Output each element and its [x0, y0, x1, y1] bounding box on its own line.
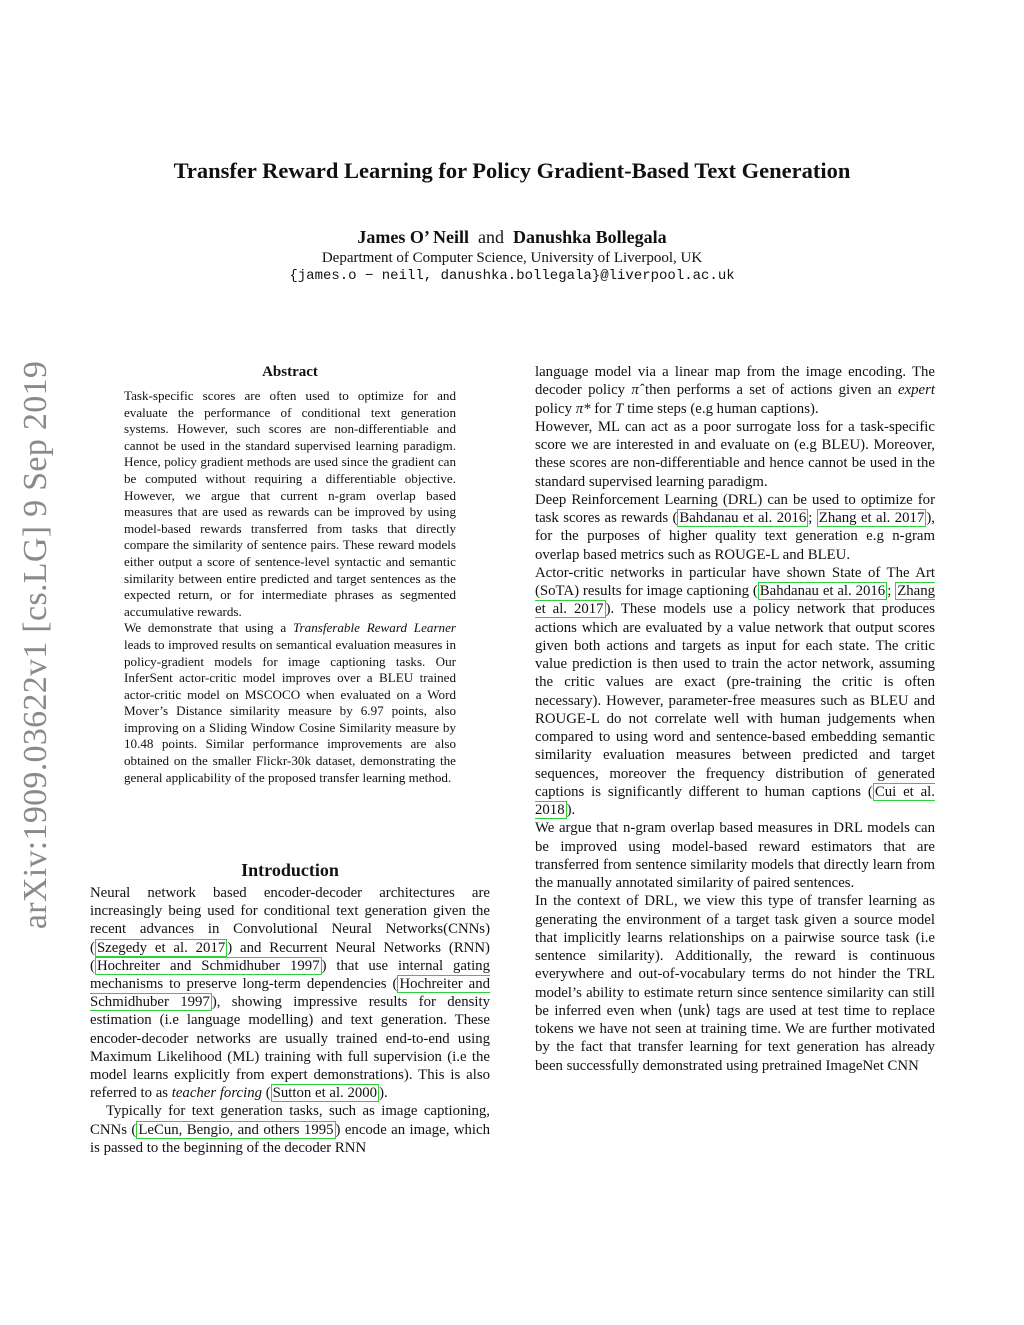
citation-link[interactable]: Zhang et al. 2017	[535, 583, 935, 618]
abstract-paragraph	[124, 620, 456, 786]
citation-link[interactable]: Hochreiter and Schmidhuber 1997	[96, 957, 320, 974]
body-paragraph	[535, 892, 935, 1075]
body-paragraph	[535, 363, 935, 418]
paper-title: Transfer Reward Learning for Policy Gradient-Based Text Generation	[173, 158, 851, 183]
emphasis-text: teacher forcing	[171, 1085, 263, 1102]
citation-link[interactable]: Hochreiter and Schmidhuber 1997	[90, 976, 491, 1011]
math-symbol: π*	[575, 400, 591, 417]
body-paragraph: However, ML can act as a poor surrogate loss for a task-specific score we are interested in and evaluate on (e.g BLEU). Moreover, these scores are non-differentiable and hence cannot be used in the standard supervised learning paradigm.	[535, 418, 935, 490]
text-run: Typically for text generation tasks, such as image captioning, CNNs (	[90, 1103, 490, 1138]
citation-link[interactable]: Sutton et al. 2000	[272, 1085, 378, 1102]
introduction-heading: Introduction	[241, 860, 339, 880]
arxiv-sidebar	[8, 360, 64, 930]
abstract-paragraph: Task-specific scores are often used to optimize for and evaluate the performance of conditional text generation systems. However, such scores are non-differentiable and cannot be used in the standard supervised learning paradigm. Hence, policy gradient methods are used since the gradient can be computed without requiring a differentiable objective. However, we argue that current n-gram overlap based measures that are used as rewards can be improved by using model-based rewards transferred from tasks that directly compare the similarity of sentence pairs. These reward models either output a score of sentence-level syntactic and semantic similarity between entire predicted and target sentences as the expected return, or for intermediate phrases as segmented accumulative rewards.	[124, 388, 456, 619]
text-run: In the context of DRL, we view this type of transfer learning as generating the environment of a target task given a source model that implicitly learns relationships on a pairwise source task (i.e sentence similarity). Additionally, the reward is continuous everywhere and out-of-vocabulary terms do not hinder the TRL model’s ability to estimate return since sentence similarity can still be inferred even when	[535, 893, 935, 1019]
text-run: We demonstrate that using a	[124, 620, 293, 636]
citation-link[interactable]: Cui et al. 2018	[535, 783, 935, 818]
citation-link[interactable]: LeCun, Bengio, and others 1995	[138, 1121, 334, 1138]
text-run: Neural network based encoder-decoder architectures are increasingly being used for conditional text generation given the recent advances in Convolutional Neural Networks(CNNs) (	[90, 885, 490, 956]
citation-link[interactable]: Zhang et al. 2017	[818, 510, 925, 526]
author-name: James O’ Neill	[357, 227, 470, 247]
author-line	[0, 227, 1024, 248]
text-run: policy	[535, 400, 576, 417]
abstract-body	[124, 388, 456, 786]
math-symbol: T	[615, 400, 624, 417]
emphasis-text: expert	[898, 382, 935, 399]
math-symbol: π̂	[631, 382, 639, 399]
unk-token: ⟨unk⟩	[677, 1002, 712, 1019]
text-run: Actor-critic networks in particular have shown State of The Art (SoTA) results for image captioning (	[535, 564, 935, 599]
text-run: ). These models use a policy network that produces actions which are evaluated by a value network that output scores given both actions and targets as input for each state. The critic value prediction is then used to train the actor network, assuming the critic values are exact (pre-training the critic is often necessary). However, parameter-free measures such as BLEU and ROUGE-L do not correlate well with human judgements when compared to using word and sentence-based embedding semantic similarity evaluation measures between predicted and target sequences, moreover the frequency distribution of generated captions is significantly different to human captions (	[535, 601, 935, 800]
email-address: {james.o − neill, danushka.bollegala}@liverpool.ac.uk	[289, 268, 735, 284]
abstract-heading: Abstract	[262, 364, 318, 380]
text-run: ;	[808, 510, 817, 526]
text-run: then performs a set of actions given an	[638, 382, 899, 399]
body-paragraph	[535, 491, 935, 564]
text-run: ) that use internal gating mechanisms to preserve long-term dependencies (	[90, 957, 490, 993]
text-run: ) encode an image, which is passed to the beginning of the decoder RNN	[90, 1121, 490, 1156]
right-column-body	[535, 363, 935, 1075]
citation-link[interactable]: Szegedy et al. 2017	[96, 939, 226, 956]
text-run: ), showing impressive results for density estimation (i.e language modelling) and text generation. These encoder-decoder networks are usually trained end-to-end using Maximum Likelihood (ML) training with full supervision (i.e the model learns explicitly from expert demonstrations). This is also referred to as	[90, 994, 490, 1102]
text-run: ).	[379, 1085, 388, 1102]
text-run: leads to improved results on semantical evaluation measures in policy-gradient models for image captioning tasks. Our InferSent actor-critic model improves over a BLEU trained actor-critic model on MSCOCO when evaluated on a Word Mover’s Distance similarity measure by 6.97 points, also improving on a Sliding Window Cosine Similarity measure by 10.48 points. Similar performance improvements are also obtained on the smaller Flickr-30k dataset, demonstrating the general applicability of the proposed transfer learning method.	[124, 636, 456, 785]
text-run: time steps (e.g human captions).	[623, 400, 819, 417]
arxiv-identifier: arXiv:1909.03622v1 [cs.LG] 9 Sep 2019	[17, 360, 54, 930]
body-paragraph	[90, 884, 490, 1102]
introduction-body	[90, 884, 490, 1157]
text-run: ).	[566, 802, 576, 818]
citation-link[interactable]: Bahdanau et al. 2016	[679, 510, 807, 526]
text-run: (	[262, 1085, 271, 1102]
author-separator: and	[478, 227, 505, 247]
text-run: ) and Recurrent Neural Networks (RNN) (	[90, 939, 490, 974]
text-run: for	[590, 400, 616, 417]
text-run: tags are used at test time to replace tokens we have not seen at training time. We are further motivated by the fact that transfer learning for text generation has already been successfully demonstrated using pretrained ImageNet CNN	[535, 1002, 935, 1074]
body-paragraph	[535, 564, 935, 820]
emphasis-text: Transferable Reward Learner	[293, 620, 456, 636]
text-run: ;	[887, 583, 896, 599]
text-run: language model via a linear map from the image encoding. The decoder policy	[535, 364, 935, 399]
citation-link[interactable]: Bahdanau et al. 2016	[759, 583, 886, 599]
body-paragraph	[90, 1102, 490, 1157]
affiliation: Department of Computer Science, University of Liverpool, UK	[321, 250, 703, 266]
author-name: Danushka Bollegala	[513, 227, 667, 247]
text-run: Deep Reinforcement Learning (DRL) can be used to optimize for task scores as rewards (	[535, 491, 935, 526]
text-run: ), for the purposes of higher quality text generation e.g n-gram overlap based metrics such as ROUGE-L and BLEU.	[535, 510, 935, 563]
body-paragraph: We argue that n-gram overlap based measures in DRL models can be improved using model-based reward estimators that are transferred from sentence similarity models that directly learn from the manually annotated similarity of paired sentences.	[535, 820, 935, 891]
